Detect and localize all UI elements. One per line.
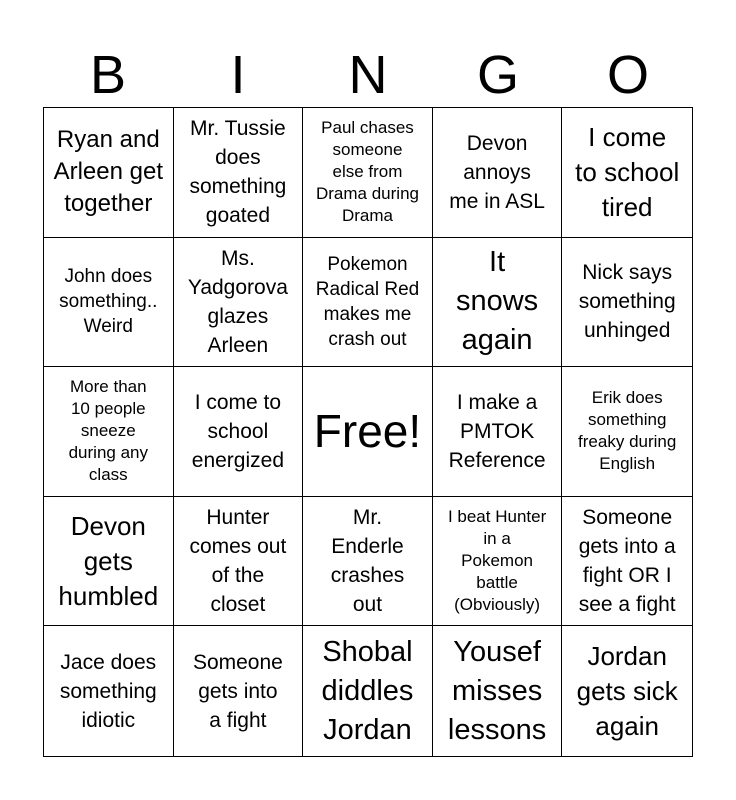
bingo-cell-o4[interactable]	[562, 497, 692, 627]
bingo-cell-o1[interactable]	[562, 108, 692, 238]
cell-text: Erik does something freaky during English	[578, 388, 677, 474]
bingo-cell-o2[interactable]	[562, 238, 692, 368]
bingo-board	[43, 107, 693, 757]
bingo-cell-n1[interactable]	[303, 108, 433, 238]
free-space-label: Free!	[313, 405, 422, 458]
bingo-cell-b3[interactable]	[44, 367, 174, 497]
cell-text: Jace does something idiotic	[59, 650, 157, 732]
cell-text: John does something.. Weird	[59, 266, 158, 338]
bingo-cell-g2[interactable]	[433, 238, 563, 368]
cell-text: Mr. Enderle crashes out	[330, 506, 405, 617]
bingo-cell-b2[interactable]	[44, 238, 174, 368]
bingo-cell-o5[interactable]	[562, 626, 692, 756]
bingo-cell-g5[interactable]	[433, 626, 563, 756]
bingo-cell-i3[interactable]	[174, 367, 304, 497]
header-letter-n: N	[348, 45, 388, 105]
bingo-cell-i5[interactable]	[174, 626, 304, 756]
cell-text: I make a PMTOK Reference	[448, 390, 546, 472]
bingo-cell-i4[interactable]	[174, 497, 304, 627]
cell-text: Devon gets humbled	[58, 510, 159, 611]
cell-text: I beat Hunter in a Pokemon battle (Obviously)	[447, 507, 547, 615]
cell-text: More than 10 people sneeze during any class	[68, 377, 148, 485]
bingo-cell-g3[interactable]	[433, 367, 563, 497]
bingo-cell-b4[interactable]	[44, 497, 174, 627]
bingo-cell-g4[interactable]	[433, 497, 563, 627]
cell-text: Devon annoys me in ASL	[449, 131, 545, 213]
cell-text: Someone gets into a fight OR I see a fight	[578, 506, 676, 617]
cell-text: Ms. Yadgorova glazes Arleen	[187, 246, 288, 357]
cell-text: Nick says something unhinged	[578, 261, 676, 343]
bingo-cell-b1[interactable]	[44, 108, 174, 238]
header-letter-i: I	[230, 45, 246, 105]
bingo-cell-b5[interactable]	[44, 626, 174, 756]
cell-text: Jordan gets sick again	[576, 640, 678, 741]
bingo-cell-n5[interactable]	[303, 626, 433, 756]
bingo-cell-n4[interactable]	[303, 497, 433, 627]
cell-text: It snows again	[455, 246, 539, 357]
cell-text: Paul chases someone else from Drama during Drama	[315, 118, 419, 226]
cell-text: Someone gets into a fight	[192, 650, 283, 732]
bingo-cell-i1[interactable]	[174, 108, 304, 238]
header-letter-g: G	[476, 45, 519, 105]
bingo-header	[43, 44, 693, 106]
cell-text: Shobal diddles Jordan	[321, 635, 414, 746]
cell-text: I come to school tired	[575, 121, 680, 222]
bingo-cell-n2[interactable]	[303, 238, 433, 368]
bingo-cell-g1[interactable]	[433, 108, 563, 238]
bingo-cell-o3[interactable]	[562, 367, 692, 497]
cell-text: Pokemon Radical Red makes me crash out	[315, 253, 420, 350]
bingo-cell-i2[interactable]	[174, 238, 304, 368]
cell-text: Hunter comes out of the closet	[189, 506, 287, 617]
cell-text: Yousef misses lessons	[447, 635, 547, 746]
cell-text: I come to school energized	[191, 390, 284, 472]
bingo-cell-free[interactable]	[303, 367, 433, 497]
header-letter-b: B	[89, 45, 127, 105]
header-letter-o: O	[606, 45, 649, 105]
cell-text: Mr. Tussie does something goated	[189, 117, 287, 228]
cell-text: Ryan and Arleen get together	[53, 126, 163, 218]
